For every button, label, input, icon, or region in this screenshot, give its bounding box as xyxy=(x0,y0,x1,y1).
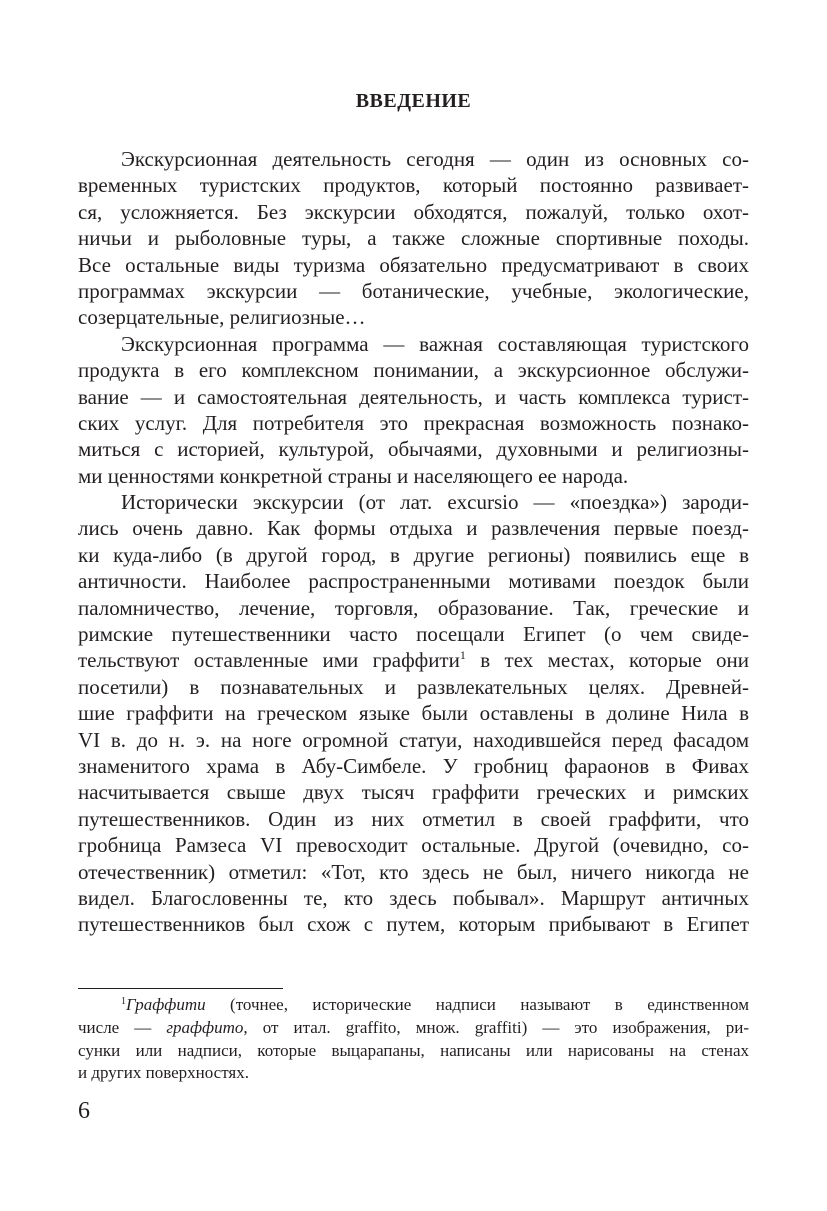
text-line: Экскурсионная деятельность сегодня — один из основных со- xyxy=(121,147,749,171)
text-line: программах экскурсии — ботанические, учебные, экологические, xyxy=(78,278,749,303)
text-line: посетили) в познавательных и развлекательных целях. Древней- xyxy=(78,674,749,699)
text-line: временных туристских продуктов, который постоянно развивает- xyxy=(78,173,749,198)
text-line: знаменитого храма в Абу-Симбеле. У гробниц фараонов в Фивах xyxy=(78,753,749,778)
footnote-line xyxy=(78,994,749,1017)
footnote-reference[interactable]: 1 xyxy=(459,648,466,663)
footnote-line: и других поверхностях. xyxy=(78,1063,250,1083)
text-line: видел. Благословенны те, кто здесь побывал». Маршрут античных xyxy=(78,885,749,910)
footnote-term: граффито xyxy=(166,1017,244,1037)
text-line: путешественников был схож с путем, которым прибывают в Египет xyxy=(78,912,749,937)
text-line: путешественников. Один из них отметил в своей граффити, что xyxy=(78,806,749,831)
text-line: вание — и самостоятельная деятельность, и часть комплекса турист- xyxy=(78,384,749,409)
text-fragment: тельствуют оставленные ими граффити xyxy=(78,648,460,673)
text-line-with-footnote-ref xyxy=(78,647,749,673)
text-line: миться с историей, культурой, обычаями, духовными и религиозны- xyxy=(78,437,749,462)
text-line: ми ценностями конкретной страны и населяющего ее народа. xyxy=(78,463,629,488)
text-line: римские путешественники часто посещали Египет (о чем свиде- xyxy=(78,622,749,647)
chapter-heading: ВВЕДЕНИЕ xyxy=(355,90,472,112)
text-line: шие граффити на греческом языке были оставлены в долине Нила в xyxy=(78,701,749,726)
text-line: ничьи и рыболовные туры, а также сложные спортивные походы. xyxy=(78,226,749,251)
text-line: Экскурсионная программа — важная составляющая туристского xyxy=(121,331,749,356)
footnote-term: Граффити xyxy=(126,995,206,1014)
footnote-line: сунки или надписи, которые выцарапаны, написаны или нарисованы на стенах xyxy=(78,1040,749,1060)
text-line: Исторически экскурсии (от лат. excursio — «поездка») зароди- xyxy=(121,490,749,515)
footnote xyxy=(78,994,749,1085)
text-line: продукта в его комплексном понимании, а экскурсионное обслужи- xyxy=(78,358,749,383)
paragraph-1 xyxy=(78,146,749,331)
text-line: VI в. до н. э. на ноге огромной статуи, находившейся перед фасадом xyxy=(78,727,749,752)
text-fragment: , от итал. graffito, множ. graffiti) — это изображения, ри- xyxy=(243,1017,749,1037)
text-line: насчитывается свыше двух тысяч граффити греческих и римских xyxy=(78,780,749,805)
text-line: ки куда-либо (в другой город, в другие регионы) появились еще в xyxy=(78,542,749,567)
text-line: паломничество, лечение, торговля, образование. Так, греческие и xyxy=(78,595,749,620)
main-text xyxy=(78,146,749,938)
text-line: Все остальные виды туризма обязательно предусматривают в своих xyxy=(78,252,749,277)
text-line: лись очень давно. Как формы отдыха и развлечения первые поезд- xyxy=(78,516,749,541)
text-fragment: (точнее, исторические надписи называют в единственном xyxy=(205,995,749,1014)
text-fragment: в тех местах, которые они xyxy=(465,648,749,673)
footnote-line xyxy=(78,1017,749,1040)
text-line: созерцательные, религиозные… xyxy=(78,305,366,330)
footnote-divider xyxy=(78,988,283,989)
text-line: ся, усложняется. Без экскурсии обходятся, пожалуй, только охот- xyxy=(78,199,749,224)
text-line: гробница Рамзеса VI превосходит остальные. Другой (очевидно, со- xyxy=(78,833,749,858)
paragraph-2 xyxy=(78,331,749,489)
text-line: ских услуг. Для потребителя это прекрасная возможность познако- xyxy=(78,410,749,435)
paragraph-3 xyxy=(78,489,749,938)
footnote-marker: 1 xyxy=(121,996,126,1007)
text-fragment: числе — xyxy=(78,1017,167,1037)
text-line: отечественник) отметил: «Тот, кто здесь не был, ничего никогда не xyxy=(78,859,749,884)
text-line: античности. Наиболее распространенными мотивами поездок были xyxy=(78,569,749,594)
page-number: 6 xyxy=(78,1098,90,1124)
